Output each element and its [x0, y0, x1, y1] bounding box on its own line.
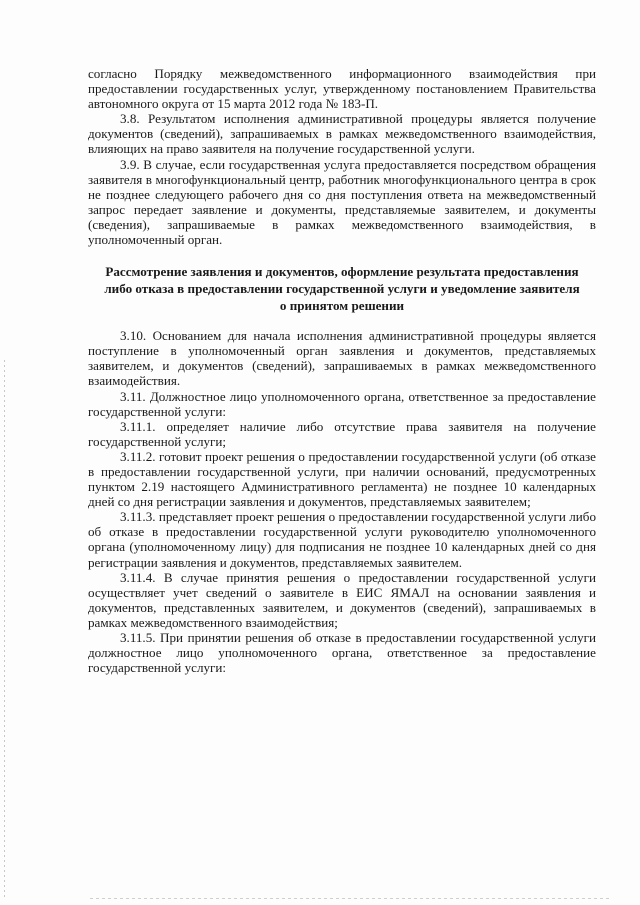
paragraph-3-11: 3.11. Должностное лицо уполномоченного органа, ответственное за предоставление государственной услуги: [88, 388, 596, 419]
paragraph-3-9: 3.9. В случае, если государственная услуга предоставляется посредством обращения заявителя в многофункциональный центр, работник многофункционального центра в срок не позднее следующего рабочего дня со дня поступления ответа на межведомственный запрос передает заявление и документы, представляемые заявителем, и документы (сведения), запрашиваемые в рамках межведомственного взаимодействия, в уполномоченный орган. [88, 156, 596, 248]
document-body [88, 66, 596, 675]
paragraph-3-10: 3.10. Основанием для начала исполнения административной процедуры является поступление в уполномоченный орган заявления и документов, представляемых заявителем, и документов (сведений), запрашиваемых в рамках межведомственного взаимодействия. [88, 328, 596, 389]
paragraph-3-11-2: 3.11.2. готовит проект решения о предоставлении государственной услуги (об отказе в предоставлении государственной услуги, при наличии оснований, предусмотренных пунктом 2.19 настоящего Административного регламента) не позднее 10 календарных дней со дня регистрации заявления и документов, представляемых заявителем; [88, 448, 596, 510]
section-heading: Рассмотрение заявления и документов, оформление результата предоставления либо отказа в предоставлении государственной услуги и уведомление заявителя о принятом решении [104, 264, 580, 314]
paragraph-3-11-5: 3.11.5. При принятии решения об отказе в предоставлении государственной услуги должностное лицо уполномоченного органа, ответственное за предоставление государственной услуги: [88, 630, 596, 676]
paragraph-3-11-1: 3.11.1. определяет наличие либо отсутствие права заявителя на получение государственной услуги; [88, 418, 596, 449]
paragraph-3-11-4: 3.11.4. В случае принятия решения о предоставлении государственной услуги осуществляет учет сведений о заявителе в ЕИС ЯМАЛ на основании заявления и документов, представленных заявителем, и документов (сведений), запрашиваемых в рамках межведомственного взаимодействия; [88, 569, 596, 630]
paragraph-3-8: 3.8. Результатом исполнения административной процедуры является получение документов (сведений), запрашиваемых в рамках межведомственного взаимодействия, влияющих на право заявителя на получение государственной услуги. [88, 111, 596, 157]
paragraph-continuation: согласно Порядку межведомственного информационного взаимодействия при предоставлении государственных услуг, утвержденному постановлением Правительства автономного округа от 15 марта 2012 года № 183-П. [88, 66, 596, 112]
scan-edge-bottom [90, 898, 610, 899]
scan-edge-left [4, 360, 5, 900]
paragraph-3-11-3: 3.11.3. представляет проект решения о предоставлении государственной услуги либо об отказе в предоставлении государственной услуги руководителю уполномоченного органа (уполномоченному лицу) для подписания не позднее 10 календарных дней со дня регистрации заявления и документов, представляемых заявителем. [88, 509, 596, 570]
